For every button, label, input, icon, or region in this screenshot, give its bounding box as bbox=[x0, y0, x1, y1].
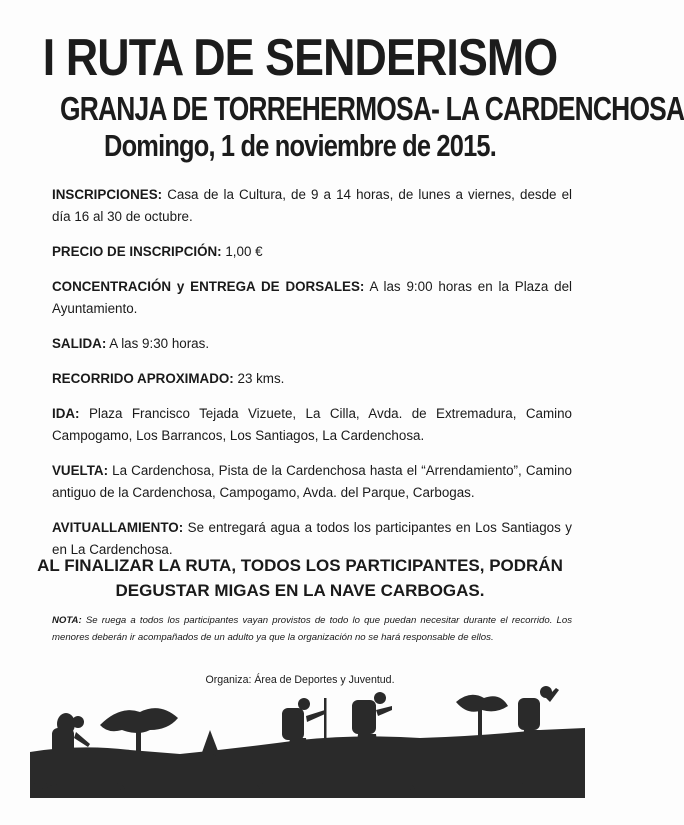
info-label: RECORRIDO APROXIMADO: bbox=[52, 371, 234, 386]
info-ida bbox=[52, 403, 572, 447]
info-vuelta bbox=[52, 460, 572, 504]
info-text: A las 9:30 horas. bbox=[106, 336, 210, 351]
hikers-silhouette-illustration bbox=[0, 680, 600, 825]
event-date: Domingo, 1 de noviembre de 2015. bbox=[104, 128, 496, 163]
info-text: Plaza Francisco Tejada Vizuete, La Cilla, Avda. de Extremadura, Camino Campogamo, Los Barrancos, Los Santiagos, La Cardenchosa. bbox=[52, 406, 572, 443]
info-label: INSCRIPCIONES: bbox=[52, 187, 163, 202]
info-text: La Cardenchosa, Pista de la Cardenchosa hasta el “Arrendamiento”, Camino antiguo de la Cardenchosa, Campogamo, Avda. del Parque, Carbogas. bbox=[52, 463, 572, 500]
note-paragraph bbox=[52, 612, 572, 646]
closing-line-1: AL FINALIZAR LA RUTA, TODOS LOS PARTICIPANTES, PODRÁN bbox=[37, 556, 563, 575]
info-label: SALIDA: bbox=[52, 336, 107, 351]
info-label: AVITUALLAMIENTO: bbox=[52, 520, 184, 535]
note-label: NOTA: bbox=[52, 615, 82, 626]
grass-strip bbox=[30, 790, 585, 798]
info-text: Se entregará agua a todos los participantes en Los Santiagos y en La Cardenchosa. bbox=[52, 520, 572, 557]
note-text: Se ruega a todos los participantes vayan provistos de todo lo que puedan necesitar durante el recorrido. Los menores deberán ir acompañados de un adulto ya que la organización no se hará responsable de ellos. bbox=[52, 615, 572, 643]
info-section bbox=[52, 184, 572, 574]
info-text: Casa de la Cultura, de 9 a 14 horas, de lunes a viernes, desde el día 16 al 30 de octubre. bbox=[52, 187, 572, 224]
info-concentracion bbox=[52, 276, 572, 320]
info-label: IDA: bbox=[52, 406, 80, 421]
poster-title: I RUTA DE SENDERISMO bbox=[42, 29, 558, 87]
info-label: PRECIO DE INSCRIPCIÓN: bbox=[52, 244, 222, 259]
info-text: 23 kms. bbox=[233, 371, 285, 386]
info-label: VUELTA: bbox=[52, 463, 109, 478]
info-recorrido bbox=[52, 368, 572, 390]
info-text: A las 9:00 horas en la Plaza del Ayuntamiento. bbox=[52, 279, 573, 316]
info-precio bbox=[52, 241, 572, 263]
info-inscripciones bbox=[52, 184, 572, 228]
info-label: CONCENTRACIÓN y ENTREGA DE DORSALES: bbox=[52, 279, 365, 294]
route-subtitle: GRANJA DE TORREHERMOSA- LA CARDENCHOSA bbox=[60, 90, 684, 127]
info-salida bbox=[52, 333, 572, 355]
closing-announcement bbox=[30, 553, 570, 603]
info-text: 1,00 € bbox=[221, 244, 263, 259]
organizer-line: Organiza: Área de Deportes y Juventud. bbox=[205, 674, 395, 686]
closing-line-2: DEGUSTAR MIGAS EN LA NAVE CARBOGAS. bbox=[115, 581, 485, 600]
